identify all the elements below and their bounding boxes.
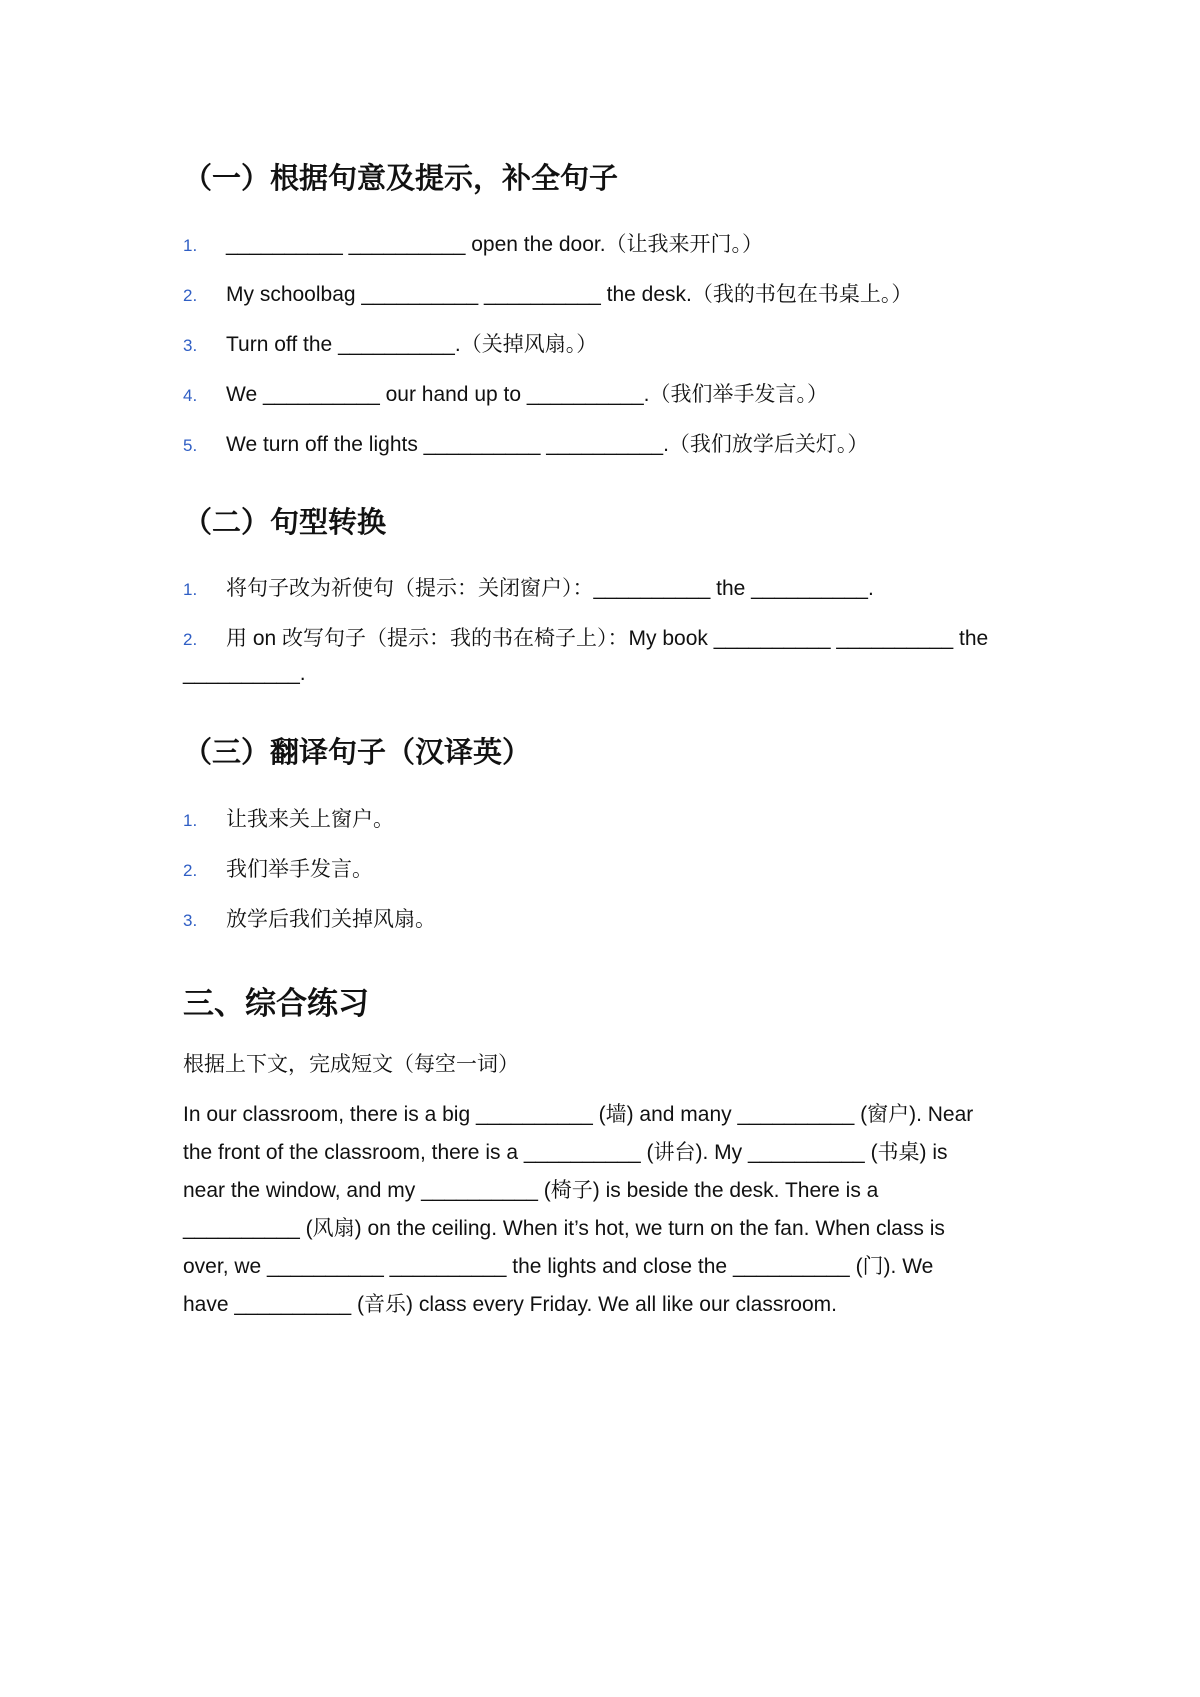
passage-line: In our classroom, there is a big __________ (墙) and many __________ (窗户). Near — [183, 1103, 974, 1126]
section3-heading: （三）翻译句子（汉译英） — [183, 735, 532, 769]
item-text: 将句子改为祈使句（提示：关闭窗户）：__________ the __________. — [226, 577, 874, 600]
item-text: __________ __________ open the door.（让我来开门。） — [226, 233, 764, 256]
list-item — [183, 903, 436, 933]
passage-line: over, we __________ __________ the lights and close the __________ (门). We — [183, 1255, 934, 1278]
item-number: 2. — [183, 861, 198, 880]
item-text: We turn off the lights __________ __________.（我们放学后关灯。） — [226, 433, 869, 456]
passage-line: have __________ (音乐) class every Friday. We all like our classroom. — [183, 1293, 837, 1316]
item-text: 用 on 改写句子（提示：我的书在椅子上）：My book __________ __________ the — [226, 627, 989, 650]
item-number: 4. — [183, 386, 198, 405]
section4-instruction: 根据上下文，完成短文（每空一词） — [183, 1053, 519, 1076]
section4-heading: 三、综合练习 — [183, 986, 369, 1022]
list-item — [183, 328, 597, 358]
item-number: 1. — [183, 236, 198, 255]
list-item — [183, 378, 828, 408]
item-number: 3. — [183, 336, 198, 355]
item-number: 2. — [183, 286, 198, 305]
list-item — [183, 853, 373, 883]
item-text: My schoolbag __________ __________ the desk.（我的书包在书桌上。） — [226, 283, 913, 306]
list-item — [183, 622, 988, 652]
section1-heading: （一）根据句意及提示，补全句子 — [183, 161, 619, 195]
section2-heading: （二）句型转换 — [183, 505, 387, 539]
item-text: 我们举手发言。 — [226, 858, 373, 881]
item-text: 放学后我们关掉风扇。 — [226, 908, 436, 931]
item-text: We __________ our hand up to __________.（我们举手发言。） — [226, 383, 828, 406]
item-number: 1. — [183, 811, 198, 830]
list-item-continuation: __________. — [183, 662, 306, 685]
passage-line: __________ (风扇) on the ceiling. When it’s hot, we turn on the fan. When class is — [183, 1217, 945, 1240]
list-item — [183, 428, 868, 458]
list-item — [183, 803, 394, 833]
item-number: 5. — [183, 436, 198, 455]
passage-line: the front of the classroom, there is a __________ (讲台). My __________ (书桌) is — [183, 1141, 948, 1164]
list-item — [183, 572, 874, 602]
passage-line: near the window, and my __________ (椅子) is beside the desk. There is a — [183, 1179, 879, 1202]
list-item — [183, 228, 763, 258]
item-text: Turn off the __________.（关掉风扇。） — [226, 333, 598, 356]
item-number: 2. — [183, 630, 198, 649]
item-text: 让我来关上窗户。 — [226, 808, 394, 831]
item-number: 3. — [183, 911, 198, 930]
list-item — [183, 278, 912, 308]
item-number: 1. — [183, 580, 198, 599]
